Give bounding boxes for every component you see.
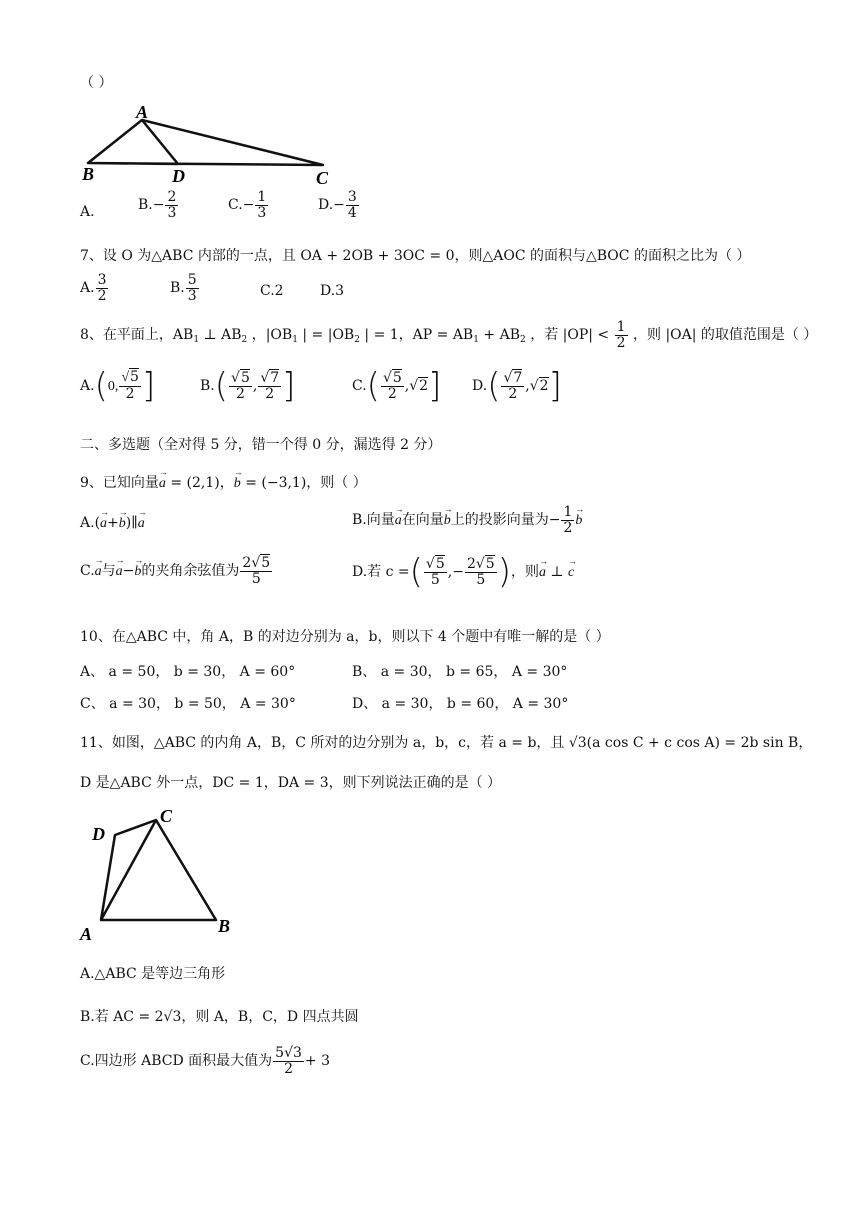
q6-label-b: B bbox=[82, 164, 95, 184]
q9-b-value: = (−3,1)，则（ ） bbox=[245, 475, 367, 491]
q8-frac-num: 1 bbox=[616, 319, 626, 335]
q8-option-a: A.(0, $\frac{√5}{2}$ ] bbox=[80, 366, 156, 406]
q8-option-d: D.( $\frac{√7}{2}$ ,√2] bbox=[472, 366, 562, 406]
q11-quadrilateral-figure bbox=[78, 800, 248, 948]
q11-option-c-suffix: + 3 bbox=[304, 1053, 331, 1070]
q9-option-d-suffix: ，则 bbox=[510, 564, 539, 580]
q8-sub-2: 2 bbox=[241, 335, 248, 346]
q8-sub-6: 2 bbox=[520, 335, 526, 346]
q8-sub-5: 1 bbox=[473, 335, 479, 346]
q8-sub-4: 2 bbox=[354, 335, 360, 346]
q8-sub-3: 1 bbox=[292, 335, 298, 346]
q11-option-c bbox=[80, 1046, 330, 1076]
q11-label-b: B bbox=[218, 916, 231, 936]
q7-option-a-den: 2 bbox=[97, 287, 107, 304]
q8-option-b: B.( $\frac{√5}{2}$ , $\frac{√7}{2}$ ] bbox=[200, 366, 296, 406]
q7-option-d: D.3 bbox=[320, 283, 345, 299]
q6-option-b bbox=[138, 190, 179, 220]
q11-label-a: A bbox=[80, 924, 93, 944]
q8-option-c: C.( $\frac{√5}{2}$ ,√2] bbox=[352, 366, 442, 406]
q9-a-value: = (2,1)， bbox=[170, 475, 234, 491]
q8-frac-den: 2 bbox=[616, 334, 626, 351]
q8-stem-part8: ，则 |OA| 的取值范围是（ ） bbox=[633, 327, 818, 344]
q11-option-c-den: 2 bbox=[284, 1060, 293, 1077]
q8-stem-part4: | = |OB bbox=[302, 327, 355, 344]
q9-stem: 9、已知向量→ a = (2,1)，→ b = (−3,1)，则（ ） bbox=[80, 472, 367, 492]
q6-triangle-lines bbox=[88, 120, 323, 165]
q7-option-a-prefix: A. bbox=[80, 280, 95, 297]
q6-option-c-prefix: C.− bbox=[228, 197, 255, 214]
q8-option-d-label: D. bbox=[472, 378, 488, 394]
q9-option-d-perp: ⊥ bbox=[550, 564, 564, 580]
q9-option-d-prefix: D.若 c = bbox=[352, 564, 410, 580]
q10-option-c: C、 a = 30， b = 50， A = 30° bbox=[80, 696, 296, 712]
q6-option-d bbox=[318, 190, 360, 220]
q6-option-b-prefix: B.− bbox=[138, 197, 165, 214]
q8-stem bbox=[80, 320, 817, 350]
q9-option-c-mid: 与 bbox=[101, 563, 116, 580]
q9-stem-prefix: 9、已知向量 bbox=[80, 475, 159, 491]
q9-option-d: D.若 c =( $\frac{√5}{5}$ ,− $\frac{2√5}{5}$ )，则→ a ⊥ → c bbox=[352, 552, 574, 592]
q9-option-b-prefix: B.向量 bbox=[352, 512, 395, 529]
q6-option-b-num: 2 bbox=[167, 189, 177, 205]
q11-option-b: B.若 AC = 2√3，则 A，B，C，D 四点共圆 bbox=[80, 1009, 359, 1025]
q7-option-b-num: 5 bbox=[187, 272, 197, 288]
q9-option-a-parallel: ∥ bbox=[131, 515, 138, 531]
q6-option-d-num: 3 bbox=[347, 189, 357, 205]
q8-stem-part3: ，|OB bbox=[251, 327, 293, 344]
q9-option-b-suffix: 上的投影向量为− bbox=[450, 512, 561, 529]
q6-paren: （ ） bbox=[80, 75, 113, 91]
q9-option-b-mid: 在向量 bbox=[401, 512, 444, 529]
q10-option-b: B、 a = 30， b = 65， A = 30° bbox=[352, 664, 568, 680]
q7-option-a-num: 3 bbox=[97, 272, 107, 288]
q9-option-c-suffix: 的夹角余弦值为 bbox=[141, 563, 240, 580]
q9-option-c-prefix: C. bbox=[80, 563, 95, 580]
q8-stem-part2: ⊥ AB bbox=[203, 327, 242, 344]
q10-option-a: A、 a = 50， b = 30， A = 60° bbox=[80, 664, 296, 680]
q7-option-b bbox=[170, 273, 200, 303]
q7-option-b-prefix: B. bbox=[170, 280, 185, 297]
q11-figure-lines bbox=[101, 820, 216, 920]
q11-label-c: C bbox=[160, 806, 173, 826]
q11-stem-line2: D 是△ABC 外一点，DC = 1，DA = 3，则下列说法正确的是（ ） bbox=[80, 775, 502, 791]
q8-stem-part6: + AB bbox=[483, 327, 521, 344]
q6-option-d-prefix: D.− bbox=[318, 197, 345, 214]
q8-stem-part1: 8、在平面上，AB bbox=[80, 327, 194, 344]
q11-option-c-num: 5√3 bbox=[275, 1045, 302, 1061]
q7-option-a bbox=[80, 273, 109, 303]
q8-option-b-label: B. bbox=[200, 378, 215, 394]
q7-option-c: C.2 bbox=[260, 283, 284, 299]
q6-label-a: A bbox=[136, 102, 149, 122]
q9-option-a-label: A. bbox=[80, 515, 95, 531]
q6-triangle-figure bbox=[78, 100, 348, 190]
q6-label-c: C bbox=[316, 168, 329, 188]
q11-option-a: A.△ABC 是等边三角形 bbox=[80, 966, 226, 982]
q6-label-d: D bbox=[172, 166, 185, 186]
q11-option-c-prefix: C.四边形 ABCD 面积最大值为 bbox=[80, 1053, 273, 1070]
section-2-title: 二、多选题（全对得 5 分，错一个得 0 分，漏选得 2 分） bbox=[80, 437, 442, 453]
q8-sub-1: 1 bbox=[193, 335, 200, 346]
q6-option-a: A. bbox=[80, 204, 95, 220]
q6-option-c-num: 1 bbox=[257, 189, 267, 205]
q6-option-d-den: 4 bbox=[347, 204, 357, 221]
q10-option-d: D、 a = 30， b = 60， A = 30° bbox=[352, 696, 569, 712]
q9-option-c: C.→ a与→ a−→ b的夹角余弦值为 $\frac{2√5}{5}$ bbox=[80, 556, 273, 586]
q8-stem-part5: | = 1，AP = AB bbox=[364, 327, 474, 344]
q9-option-a: A.(→ a+→ b)∥→ a bbox=[80, 515, 145, 532]
q9-option-b: B.向量→ a在向量→ b上的投影向量为− $\frac{1}{2}$ → b bbox=[352, 505, 582, 535]
q7-option-b-den: 3 bbox=[187, 287, 197, 304]
q6-option-b-den: 3 bbox=[167, 204, 177, 221]
q11-label-d: D bbox=[92, 824, 105, 844]
q8-option-a-label: A. bbox=[80, 378, 95, 394]
q8-stem-part7: ，若 |OP| < bbox=[530, 327, 610, 344]
q8-option-c-label: C. bbox=[352, 378, 367, 394]
q6-option-c bbox=[228, 190, 269, 220]
q7-stem: 7、设 O 为△ABC 内部的一点，且 OA + 2OB + 3OC = 0，则△AOC 的面积与△BOC 的面积之比为（ ） bbox=[80, 248, 751, 264]
q11-stem-line1: 11、如图，△ABC 的内角 A，B，C 所对的边分别为 a，b，c，若 a = b，且 √3(a cos C + c cos A) = 2b sin B， bbox=[80, 735, 813, 751]
q10-stem: 10、在△ABC 中，角 A，B 的对边分别为 a，b，则以下 4 个题中有唯一解的是（ ） bbox=[80, 629, 610, 645]
q6-option-c-den: 3 bbox=[257, 204, 267, 221]
